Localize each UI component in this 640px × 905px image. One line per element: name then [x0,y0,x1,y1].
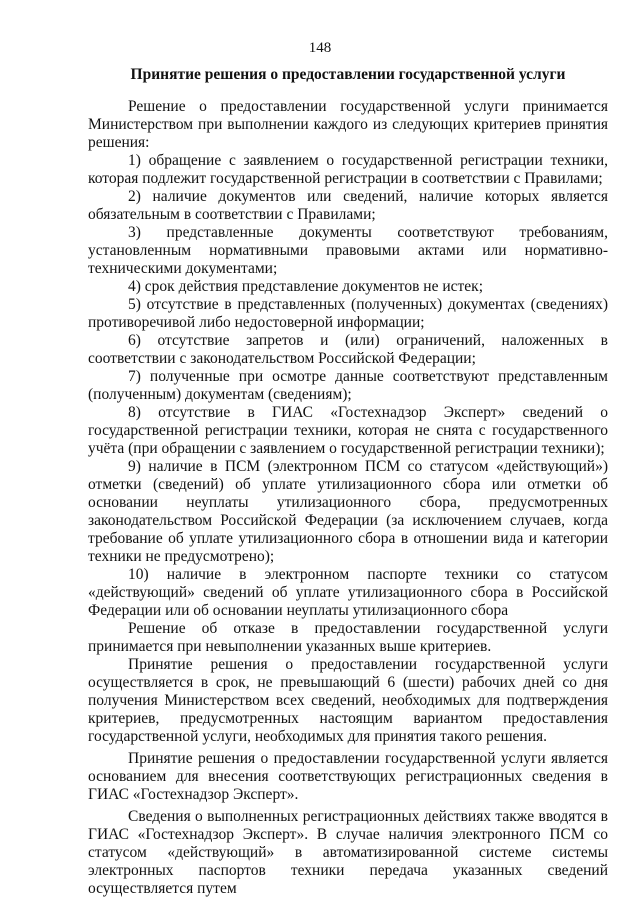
criterion-7: 7) полученные при осмотре данные соответствуют представленным (полученным) документам (сведениям); [88,368,608,403]
page-number: 148 [308,40,332,56]
criterion-8: 8) отсутствие в ГИАС «Гостехнадзор Эксперт» сведений о государственной регистрации техники, которая не снята с государственного учёта (при обращении с заявлением о государственной регистрации техники); [88,404,608,457]
paragraph-deadline: Принятие решения о предоставлении государственной услуги осуществляется в срок, не превышающий 6 (шести) рабочих дней со дня получения Министерством всех сведений, необходимых для подтверждения критериев, предусмотренных настоящим вариантом предоставления государственной услуги, необходимых для принятия такого решения. [88,656,608,745]
criterion-5: 5) отсутствие в представленных (полученных) документах (сведениях) противоречивой либо недостоверной информации; [88,296,608,331]
criterion-3: 3) представленные документы соответствуют требованиям, установленным нормативными правовыми актами или нормативно-техническими документами; [88,224,608,277]
paragraph-refusal: Решение об отказе в предоставлении государственной услуги принимается при невыполнении указанных выше критериев. [88,620,608,655]
criterion-10: 10) наличие в электронном паспорте техники со статусом «действующий» сведений об уплате утилизационного сбора в Российской Федерации или об основании неуплаты утилизационного сбора [88,566,608,619]
paragraph-intro: Решение о предоставлении государственной услуги принимается Министерством при выполнении каждого из следующих критериев принятия решения: [88,98,608,151]
criterion-4: 4) срок действия представление документов не истек; [128,278,484,295]
criterion-9: 9) наличие в ПСМ (электронном ПСМ со статусом «действующий») отметки (сведений) об уплате утилизационного сбора или отметки об основании неуплаты утилизационного сбора, предусмотренных законодательством Российской Федерации (за исключением случаев, когда требование об уплате утилизационного сбора в отношении вида и категории техники не предусмотрено); [88,458,608,565]
section-title: Принятие решения о предоставлении государственной услуги [130,66,566,83]
paragraph-grounds: Принятие решения о предоставлении государственной услуги является основанием для внесения соответствующих регистрационных сведения в ГИАС «Гостехнадзор Эксперт». [88,750,608,803]
criterion-2: 2) наличие документов или сведений, наличие которых является обязательным в соответствии с Правилами; [88,188,608,223]
paragraph-registration-info: Сведения о выполненных регистрационных действиях также вводятся в ГИАС «Гостехнадзор Эксперт». В случае наличия электронного ПСМ со статусом «действующий» в автоматизированной системе системы электронных паспортов техники передача указанных сведений осуществляется путем [88,808,608,897]
criterion-6: 6) отсутствие запретов и (или) ограничений, наложенных в соответствии с законодательством Российской Федерации; [88,332,608,367]
criterion-1: 1) обращение с заявлением о государственной регистрации техники, которая подлежит государственной регистрации в соответствии с Правилами; [88,152,608,187]
body-text [88,98,608,898]
